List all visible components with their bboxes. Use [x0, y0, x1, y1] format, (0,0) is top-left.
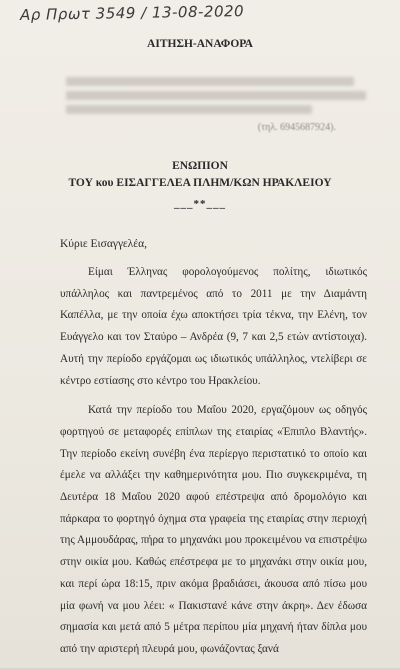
document-title: ΑΙΤΗΣΗ-ΑΝΑΦΟΡΑ	[147, 38, 253, 50]
handwritten-protocol-note: Αρ Πρωτ 3549 / 13-08-2020	[19, 2, 245, 24]
addressee-line-1: ΕΝΩΠΙΟΝ	[172, 160, 228, 172]
redacted-line	[66, 91, 366, 100]
redacted-line	[66, 77, 354, 86]
addressee-line-2: ΤΟΥ κου ΕΙΣΑΓΓΕΛΕΑ ΠΛΗΜ/ΚΩΝ ΗΡΑΚΛΕΙΟΥ	[68, 177, 332, 189]
paragraph-2: Κατά την περίοδο του Μαΐου 2020, εργαζόμουν ως οδηγός φορτηγού σε μεταφορές επίπλων της εταιρίας «Έπιπλο Βλαντής». Την περίοδο εκείνη συνέβη ένα περίεργο περιστατικό το οποίο και έμελε να αλλάξει την καθημερινότητα μου. Πιο συγκεκριμένα, τη Δευτέρα 18 Μαΐου 2020 αφού επέστρεψα από δρομολόγιο και πάρκαρα το φορτηγό όχημα στα γραφεία της εταιρίας στην περιοχή της Αμμουδάρας, πήρα το μηχανάκι μου προκειμένου να επιστρέψω στην οικία μου. Καθώς επέστρεφα με το μηχανάκι στην οικία μου, και περί ώρα 18:15, πριν ακόμα βραδιάσει, άκουσα από πίσω μου μία φωνή να μου λέει: « Πακιστανέ κάνε στην άκρη». Δεν έδωσα σημασία και μετά από 5 μέτρα περίπου μία μηχανή ήταν δίπλα μου από την αριστερή πλευρά μου, φωνάζοντας ξανά	[60, 404, 367, 655]
paragraph-1: Είμαι Έλληνας φορολογούμενος πολίτης, ιδιωτικός υπάλληλος και παντρεμένος από το 2011 με την Διαμάντη Καπέλλα, με την οποία έχω αποκτήσει τρία τέκνα, την Ελένη, τον Ευάγγελο και τον Σταύρο – Ανδρέα (9, 7 και 2,5 ετών αντίστοιχα). Αυτή την περίοδο εργάζομαι ως ιδιωτικός υπάλληλος, ντελίβερι σε κέντρο εστίασης στο κέντρο του Ηρακλείου.	[60, 266, 367, 387]
separator: ___**___	[174, 198, 226, 210]
letter-body	[60, 262, 367, 669]
redacted-line	[66, 105, 312, 114]
salutation: Κύριε Εισαγγελέα,	[60, 238, 147, 250]
redacted-phone-fragment: (τηλ. 6945687924).	[257, 122, 336, 133]
redacted-block	[66, 72, 366, 133]
